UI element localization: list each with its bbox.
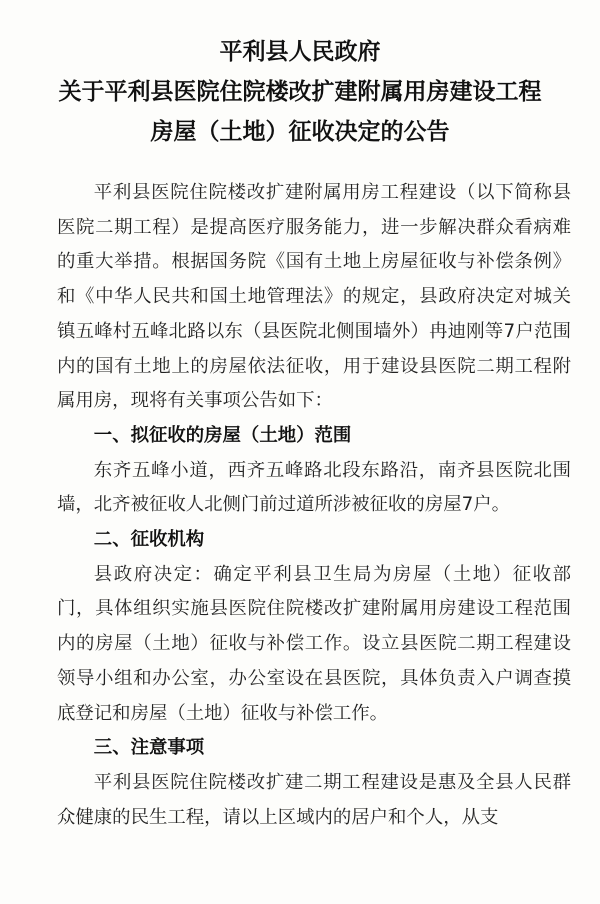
notes-paragraph: 平利县医院住院楼改扩建二期工程建设是惠及全县人民群众健康的民生工程，请以上区域内的居户和个人，从支 [57, 771, 571, 828]
section-heading-agency: 二、征收机构 [93, 529, 205, 551]
document-body [57, 176, 571, 835]
agency-paragraph: 县政府决定：确定平利县卫生局为房屋（土地）征收部门，具体组织实施县医院住院楼改扩建附属用房建设工程范围内的房屋（土地）征收与补偿工作。设立县医院二期工程建设领导小组和办公室，办公室设在县医院，具体负责入户调查摸底登记和房屋（土地）征收与补偿工作。 [57, 563, 571, 724]
title-issuer: 平利县人民政府 [219, 38, 381, 65]
section-heading-notes: 三、注意事项 [93, 737, 205, 759]
title-announcement: 房屋（土地）征收决定的公告 [150, 118, 450, 145]
intro-paragraph: 平利县医院住院楼改扩建附属用房工程建设（以下简称县医院二期工程）是提高医疗服务能力，进一步解决群众看病难的重大举措。根据国务院《国有土地上房屋征收与补偿条例》和《中华人民共和国土地管理法》的规定，县政府决定对城关镇五峰村五峰北路以东（县医院北侧围墙外）冉迪刚等7户范围内的国有土地上的房屋依法征收，用于建设县医院二期工程附属用房，现将有关事项公告如下： [57, 182, 571, 412]
scope-paragraph: 东齐五峰小道，西齐五峰路北段东路沿，南齐县医院北围墙，北齐被征收人北侧门前过道所涉被征收的房屋7户。 [57, 459, 571, 516]
title-subject: 关于平利县医院住院楼改扩建附属用房建设工程 [58, 78, 542, 105]
document-title [0, 32, 600, 152]
section-heading-scope: 一、拟征收的房屋（土地）范围 [93, 424, 352, 446]
